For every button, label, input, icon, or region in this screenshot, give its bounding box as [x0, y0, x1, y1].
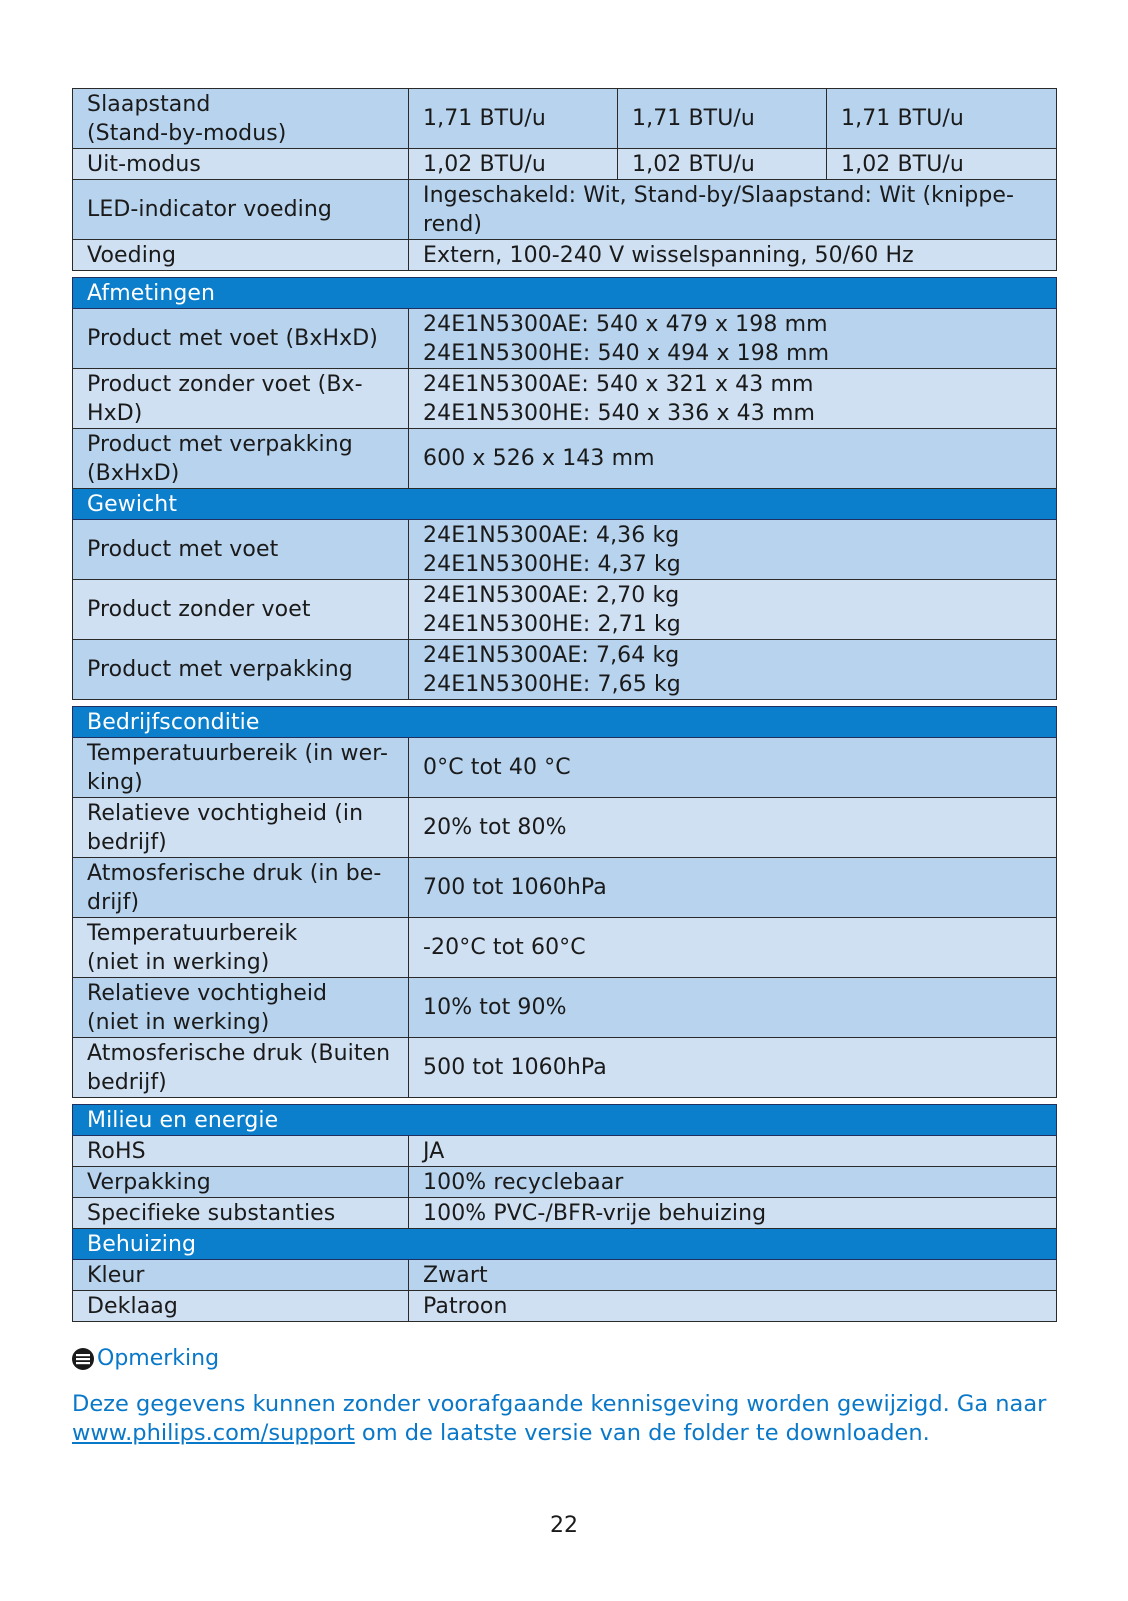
row-value: 20% tot 80% [409, 798, 1057, 858]
row-value: -20°C tot 60°C [409, 918, 1057, 978]
table-row [73, 858, 1057, 918]
row-label: Product met voet [73, 520, 409, 580]
row-value: 1,02 BTU/u [618, 149, 827, 180]
note-heading [72, 1346, 219, 1371]
row-label: LED-indicator voeding [73, 180, 409, 240]
row-value: Ingeschakeld: Wit, Stand-by/Slaapstand: Wit (knippe- rend) [409, 180, 1057, 240]
row-value: 10% tot 90% [409, 978, 1057, 1038]
milieu-behuizing-table [72, 1104, 1057, 1322]
table-row [73, 240, 1057, 271]
row-label: Slaapstand (Stand-by-modus) [73, 89, 409, 149]
row-value: 600 x 526 x 143 mm [409, 429, 1057, 489]
section-title: Milieu en energie [73, 1105, 1057, 1136]
row-label: Product met verpakking (BxHxD) [73, 429, 409, 489]
row-label: Uit-modus [73, 149, 409, 180]
row-label: Product zonder voet [73, 580, 409, 640]
support-link[interactable]: www.philips.com/support [72, 1420, 355, 1446]
table-row [73, 978, 1057, 1038]
row-value: 0°C tot 40 °C [409, 738, 1057, 798]
power-table [72, 88, 1057, 271]
row-label: Specifieke substanties [73, 1198, 409, 1229]
row-label: Kleur [73, 1260, 409, 1291]
table-row [73, 1038, 1057, 1098]
row-value: 1,02 BTU/u [827, 149, 1057, 180]
table-row [73, 1198, 1057, 1229]
afmetingen-gewicht-table [72, 277, 1057, 700]
table-row [73, 520, 1057, 580]
row-label: Temperatuurbereik (in wer- king) [73, 738, 409, 798]
row-label: Temperatuurbereik (niet in werking) [73, 918, 409, 978]
table-row [73, 89, 1057, 149]
row-label: Product met voet (BxHxD) [73, 309, 409, 369]
table-row [73, 640, 1057, 700]
section-title: Behuizing [73, 1229, 1057, 1260]
table-row [73, 1291, 1057, 1322]
note-icon [72, 1348, 94, 1370]
row-label: Product met verpakking [73, 640, 409, 700]
row-value: 1,02 BTU/u [409, 149, 618, 180]
note-text-after: om de laatste versie van de folder te downloaden. [354, 1420, 930, 1446]
page-number: 22 [550, 1513, 578, 1538]
table-row [73, 798, 1057, 858]
row-value: 24E1N5300AE: 540 x 321 x 43 mm 24E1N5300HE: 540 x 336 x 43 mm [409, 369, 1057, 429]
row-value: 1,71 BTU/u [409, 89, 618, 149]
row-label: Relatieve vochtigheid (in bedrijf) [73, 798, 409, 858]
row-value: Extern, 100-240 V wisselspanning, 50/60 Hz [409, 240, 1057, 271]
spec-tables [72, 88, 1056, 1322]
row-value: 100% recyclebaar [409, 1167, 1057, 1198]
note-text-before: Deze gegevens kunnen zonder voorafgaande kennisgeving worden gewijzigd. Ga naar [72, 1391, 1047, 1417]
note-text [72, 1390, 1062, 1448]
row-label: RoHS [73, 1136, 409, 1167]
table-row [73, 580, 1057, 640]
table-row [73, 149, 1057, 180]
table-row [73, 918, 1057, 978]
table-row [73, 429, 1057, 489]
section-title: Gewicht [73, 489, 1057, 520]
row-value: 24E1N5300AE: 7,64 kg 24E1N5300HE: 7,65 kg [409, 640, 1057, 700]
table-row [73, 1260, 1057, 1291]
note-heading-label: Opmerking [97, 1346, 220, 1371]
row-label: Atmosferische druk (in be- drijf) [73, 858, 409, 918]
row-value: 1,71 BTU/u [827, 89, 1057, 149]
row-value: 100% PVC-/BFR-vrije behuizing [409, 1198, 1057, 1229]
bedrijfsconditie-table [72, 706, 1057, 1098]
table-row [73, 180, 1057, 240]
section-header [73, 707, 1057, 738]
row-value: 24E1N5300AE: 540 x 479 x 198 mm 24E1N5300HE: 540 x 494 x 198 mm [409, 309, 1057, 369]
row-label: Voeding [73, 240, 409, 271]
row-value: 1,71 BTU/u [618, 89, 827, 149]
row-label: Verpakking [73, 1167, 409, 1198]
section-header [73, 1229, 1057, 1260]
row-value: 700 tot 1060hPa [409, 858, 1057, 918]
section-header [73, 489, 1057, 520]
row-value: Zwart [409, 1260, 1057, 1291]
table-row [73, 369, 1057, 429]
section-title: Bedrijfsconditie [73, 707, 1057, 738]
row-label: Relatieve vochtigheid (niet in werking) [73, 978, 409, 1038]
section-title: Afmetingen [73, 278, 1057, 309]
row-value: 500 tot 1060hPa [409, 1038, 1057, 1098]
row-label: Atmosferische druk (Buiten bedrijf) [73, 1038, 409, 1098]
section-header [73, 278, 1057, 309]
section-header [73, 1105, 1057, 1136]
table-row [73, 1136, 1057, 1167]
row-value: Patroon [409, 1291, 1057, 1322]
row-value: 24E1N5300AE: 2,70 kg 24E1N5300HE: 2,71 kg [409, 580, 1057, 640]
row-label: Product zonder voet (Bx- HxD) [73, 369, 409, 429]
table-row [73, 1167, 1057, 1198]
row-label: Deklaag [73, 1291, 409, 1322]
row-value: JA [409, 1136, 1057, 1167]
table-row [73, 309, 1057, 369]
row-value: 24E1N5300AE: 4,36 kg 24E1N5300HE: 4,37 kg [409, 520, 1057, 580]
table-row [73, 738, 1057, 798]
